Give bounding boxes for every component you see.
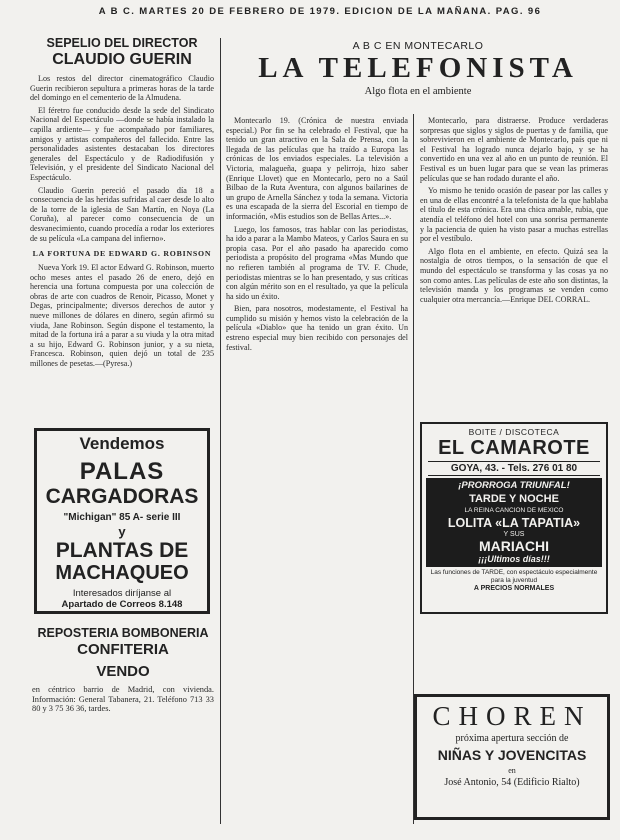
fortuna-headline: LA FORTUNA DE EDWARD G. ROBINSON xyxy=(32,249,212,259)
ad-reposteria-line: VENDO xyxy=(96,663,150,680)
article-header xyxy=(226,40,610,112)
sepelio-paragraph: Claudio Guerin pereció el pasado día 18 a consecuencia de las heridas sufridas al caer desde lo alto de la torre de la iglesia de San Martín, en Noya (La Coruña), al parecer como consecuencia de un desvanecimiento, cuando procedía a rodar los exteriores de su película «La campana del infierno». xyxy=(30,185,214,243)
ad-reposteria xyxy=(32,626,214,746)
article-column-2 xyxy=(420,116,608,412)
ad-camarote-line: ¡¡¡Ultimos días!!! xyxy=(478,554,550,564)
ad-vendemos-line: Apartado de Correos 8.148 xyxy=(61,599,183,610)
article-paragraph: Montecarlo, para distraerse. Produce verdaderas sorpresas que siglos y siglos de puertas y de familia, que sobrevivieron en el ambiente de Montecarlo, país que ni el Festival ha logrado nunca dejarlo bajo, y se ha convertido en una vez al año en un punto de reunión. El Festival es un buen lugar para que se vean las primeras películas que se han rodado durante el año. xyxy=(420,116,608,183)
ad-reposteria-line: REPOSTERIA BOMBONERIA xyxy=(37,626,209,640)
ad-choren-line: en xyxy=(508,766,516,775)
sepelio-paragraph: Los restos del director cinematográfico Claudio Guerin recibieron sepultura a primeras horas de la tarde del domingo en el cementerio de la Almudena. xyxy=(30,74,214,103)
ad-choren-line: CHOREN xyxy=(432,701,592,731)
column-rule xyxy=(220,38,221,824)
ad-camarote-line: MARIACHI xyxy=(479,538,549,554)
ad-vendemos-line: MACHAQUEO xyxy=(55,562,189,584)
ad-camarote-line: Y SUS xyxy=(503,531,525,538)
ad-camarote-line: Las funciones de TARDE, con espectáculo especialmente para la juventud xyxy=(430,569,598,584)
ad-vendemos-line: Vendemos xyxy=(79,434,165,453)
ad-reposteria-text: en céntrico barrio de Madrid, con vivienda. Información: General Tabanera, 21. Teléfono 713 33 80 y 3 75 36 36, tardes. xyxy=(32,685,214,714)
ad-choren-line: NIÑAS Y JOVENCITAS xyxy=(437,747,587,763)
ad-vendemos-line: "Michigan" 85 A- serie III xyxy=(63,512,181,523)
ad-camarote xyxy=(420,422,608,614)
ad-camarote-line: BOITE / DISCOTECA xyxy=(468,427,560,437)
article-paragraph: Bien, para nosotros, modestamente, el Festival ha cumplido su misión y hemos visto la celebración de la película «Diablo» que ha tenido un gran éxito. Un estreno especial muy bien recibido con personajes del festival. xyxy=(226,304,408,352)
sepelio-headline-2: CLAUDIO GUERIN xyxy=(52,51,192,68)
article-paragraph: Algo flota en el ambiente, en efecto. Quizá sea la nostalgia de otros tiempos, o la sensación de que el mundo del espectáculo se transforma y las cosas ya no son como antes. Las películas de este año son distintas, la televisión manda y los programas se venden como cualquier otra mercancía.—Enrique DEL CORRAL. xyxy=(420,246,608,304)
fortuna-paragraph: Nueva York 19. El actor Edward G. Robinson, muerto ocho meses antes el pasado 26 de enero, dejó en herencia una fortuna compuesta por una colección de obras de arte con cuadros de Renoir, Picasso, Monet y Degas, principalmente; diversos derechos de autor y nueve millones de dólares en dinero, según afirmó su viuda, Jane Robinson. Según dispone el testamento, la mitad de la fortuna irá a parar a su viuda y la otra mitad a su hijo, Edward G. Robinson junior, y a su nieta, Francesca. Robinson, quien dejó un total de 235 millones de pesetas.—(Pyresa.) xyxy=(30,263,214,369)
page-header: A B C. MARTES 20 DE FEBRERO DE 1979. EDICION DE LA MAÑANA. PAG. 96 xyxy=(98,6,542,17)
article-column-1 xyxy=(226,116,408,826)
ad-choren-line: próxima apertura sección de xyxy=(455,733,569,744)
article-kicker: A B C EN MONTECARLO xyxy=(352,40,484,52)
sepelio-headline-1: SEPELIO DEL DIRECTOR xyxy=(46,36,198,50)
article-paragraph: Montecarlo 19. (Crónica de nuestra enviada especial.) Por fin se ha celebrado el Festival, que ha tenido un gran atractivo en la Sala de Prensa, con la llegada de las películas que ha traído a Europa las crónicas de los enviados especiales. La televisión a Victoria, malagueña, guapa y pelirroja, hizo saber (Enrique Llovet) que en Montecarlo, pero no a Saúl Bilbao de la Ruta Aventura, con algunos bailarines de un grupo de Arnella Sánchez y toda la semana. Victoria es una escapada de la sierra del Escorial en tiempo de información, «Mis estudios son de Bellas Artes...». xyxy=(226,116,408,221)
ad-choren-line: José Antonio, 54 (Edificio Rialto) xyxy=(444,777,580,788)
article-paragraph: Luego, los famosos, tras hablar con las periodistas, ha ido a parar a la Mambo Mateos, y Carlos Saura en su propia casa. Por el año pasado ha aparecido como periodista a propósito del programa «Mas Mundo que no refieren también al programa de TV. F. Chude, periodistas mientras se lo han presentado, y sus críticas con algún mérito son en el resultado, ya que la película ha sido un éxito. xyxy=(226,224,408,301)
ad-vendemos-line: PALAS xyxy=(79,458,165,485)
article-title: LA TELEFONISTA xyxy=(258,52,578,84)
ad-vendemos-line: PLANTAS DE xyxy=(55,539,189,562)
left-column xyxy=(30,36,214,424)
ad-reposteria-line: CONFITERIA xyxy=(77,641,169,658)
ad-camarote-dark-panel xyxy=(426,478,602,567)
ad-camarote-line: LOLITA «LA TAPATIA» xyxy=(447,516,581,530)
ad-vendemos-line: CARGADORAS xyxy=(45,485,199,508)
article-subtitle: Algo flota en el ambiente xyxy=(364,86,472,97)
fortuna-body xyxy=(30,263,214,369)
article-paragraph: Yo mismo he tenido ocasión de pasear por las calles y en una de ellas encontré a la telefonista de la que hablaba el título de esta crónica. Era una chica amable, rubia, que atendía el teléfono del hotel con una sonrisa permanente y la paciencia de quien ha visto pasar a muchas estrellas por el vestíbulo. xyxy=(420,186,608,244)
ad-camarote-line: ¡PRORROGA TRIUNFAL! xyxy=(458,480,570,491)
sepelio-body xyxy=(30,74,214,243)
ad-camarote-line: A PRECIOS NORMALES xyxy=(473,585,555,592)
ad-vendemos xyxy=(34,428,210,614)
ad-camarote-line: EL CAMAROTE xyxy=(438,437,590,459)
sepelio-paragraph: El féretro fue conducido desde la sede del Sindicato Nacional del Espectáculo —donde se había instalado la capilla ardiente— y fue acompañado por familiares, amigos y artistas compañeros del fallecido. Entre las personalidades asistentes destacaban los directores generales del Espectáculo y de Radiodifusión y Televisión, y el presidente del Sindicato Nacional del Espectáculo. xyxy=(30,105,214,182)
ad-choren xyxy=(414,694,610,820)
ad-camarote-line: GOYA, 43. - Tels. 276 01 80 xyxy=(428,461,600,476)
ad-camarote-line: LA REINA CANCION DE MEXICO xyxy=(464,507,564,514)
ad-vendemos-line: Interesados diríjanse al xyxy=(72,588,172,599)
ad-camarote-line: TARDE Y NOCHE xyxy=(469,493,559,505)
ad-vendemos-line: y xyxy=(118,524,126,539)
